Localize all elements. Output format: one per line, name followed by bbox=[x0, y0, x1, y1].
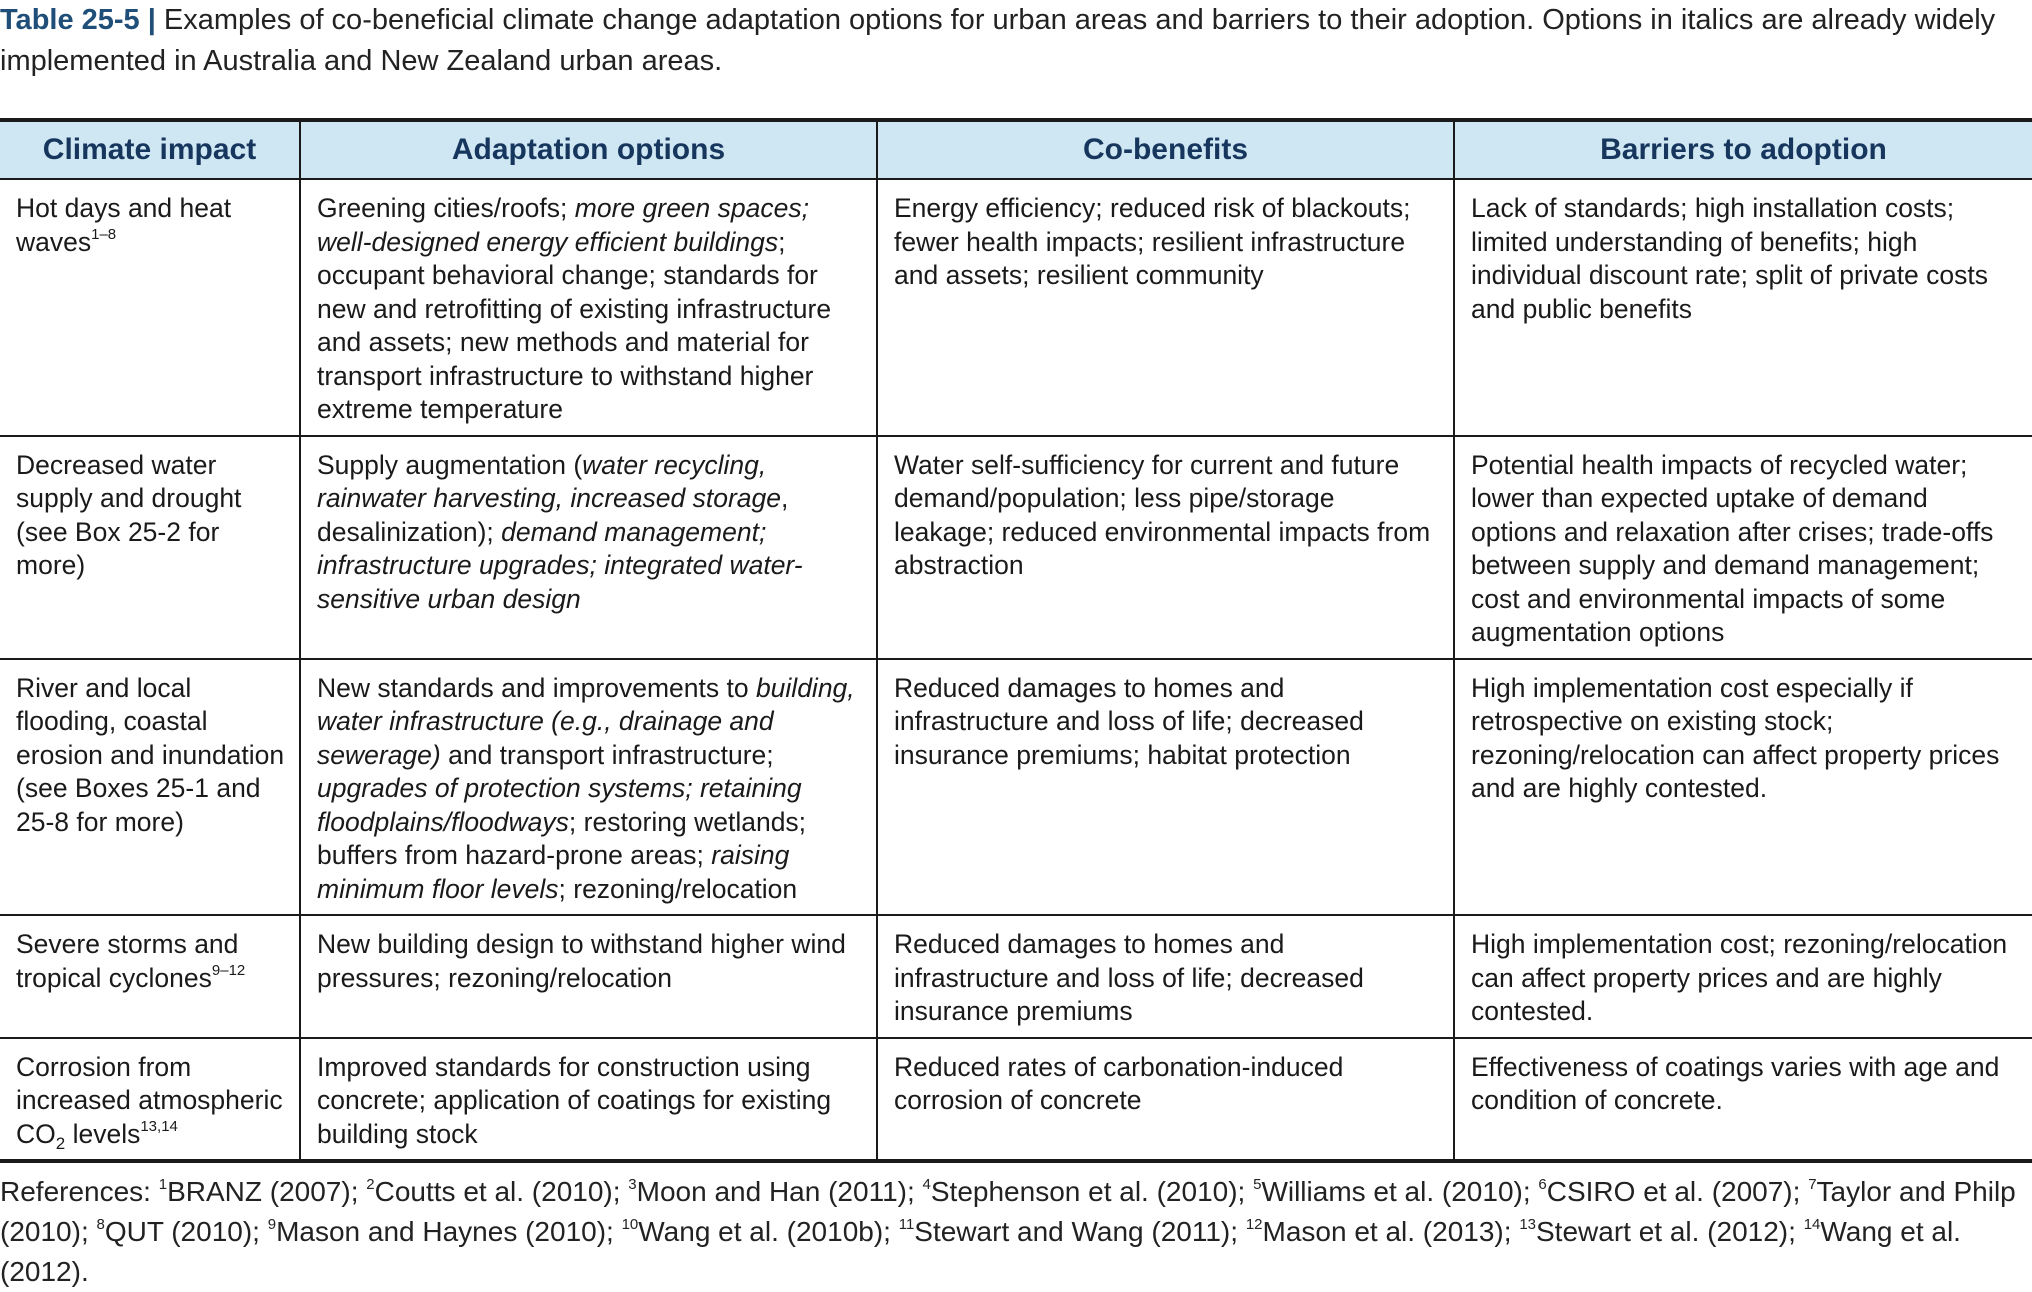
cell-climate-impact bbox=[0, 659, 300, 916]
text-segment: Mason et al. (2013); bbox=[1262, 1216, 1520, 1247]
superscript-ref: 8 bbox=[96, 1216, 105, 1233]
cell-barriers bbox=[1454, 1038, 2032, 1162]
adaptation-options-table bbox=[0, 118, 2032, 1163]
text-segment: Coutts et al. (2010); bbox=[374, 1176, 629, 1207]
text-segment: Potential health impacts of recycled water; lower than expected uptake of demand options and relaxation after crises; trade-offs between supply and demand management; cost and environmental impacts of some augmentation options bbox=[1471, 449, 1994, 647]
text-segment: ; restoring wetlands; buffers from hazard-prone areas; bbox=[317, 806, 807, 870]
table-row bbox=[0, 179, 2032, 436]
header-climate-impact: Climate impact bbox=[0, 120, 300, 179]
text-segment: Williams et al. (2010); bbox=[1261, 1176, 1539, 1207]
cell-co-benefits bbox=[877, 179, 1454, 436]
cell-climate-impact bbox=[0, 436, 300, 659]
text-segment: Greening cities/roofs; bbox=[317, 193, 575, 223]
cell-co-benefits bbox=[877, 436, 1454, 659]
cell-climate-impact bbox=[0, 915, 300, 1038]
cell-adaptation-options bbox=[300, 179, 877, 436]
text-segment: ; rezoning/relocation bbox=[558, 873, 798, 904]
text-segment: levels bbox=[65, 1118, 141, 1149]
references bbox=[0, 1172, 2032, 1292]
text-segment: and transport infrastructure; bbox=[440, 739, 774, 770]
superscript-ref: 13,14 bbox=[140, 1117, 178, 1135]
text-segment: Stewart et al. (2012); bbox=[1536, 1216, 1804, 1247]
text-segment: Water self-sufficiency for current and future demand/population; less pipe/storage leakage; reduced environmental impacts from abstraction bbox=[894, 449, 1431, 580]
cell-co-benefits bbox=[877, 659, 1454, 916]
text-segment: , desalinization); bbox=[317, 483, 789, 547]
superscript-ref: 13 bbox=[1519, 1216, 1536, 1233]
superscript-ref: 14 bbox=[1803, 1216, 1821, 1233]
italic-text: demand management; infrastructure upgrades; integrated water-sensitive urban design bbox=[317, 516, 803, 614]
text-segment: Lack of standards; high installation costs; limited understanding of benefits; high individual discount rate; split of private costs and public benefits bbox=[1471, 193, 1989, 324]
superscript-ref: 9–12 bbox=[211, 961, 246, 979]
header-adaptation-options: Adaptation options bbox=[300, 120, 877, 179]
text-segment: High implementation cost; rezoning/relocation can affect property prices and are highly contested. bbox=[1471, 929, 2008, 1026]
superscript-ref: 4 bbox=[922, 1176, 931, 1193]
cell-adaptation-options bbox=[300, 915, 877, 1038]
text-segment: Effectiveness of coatings varies with age and condition of concrete. bbox=[1471, 1051, 2000, 1115]
text-segment: QUT (2010); bbox=[104, 1216, 268, 1247]
table-row bbox=[0, 915, 2032, 1038]
cell-barriers bbox=[1454, 436, 2032, 659]
text-segment: Improved standards for construction using concrete; application of coatings for existing building stock bbox=[317, 1051, 832, 1149]
cell-barriers bbox=[1454, 915, 2032, 1038]
header-co-benefits: Co-benefits bbox=[877, 120, 1454, 179]
cell-climate-impact bbox=[0, 1038, 300, 1162]
cell-co-benefits bbox=[877, 1038, 1454, 1162]
italic-text: more green spaces; well-designed energy efficient buildings bbox=[317, 193, 809, 257]
text-segment: Reduced rates of carbonation-induced corrosion of concrete bbox=[894, 1051, 1344, 1115]
text-segment: Energy efficiency; reduced risk of blackouts; fewer health impacts; resilient infrastructure and assets; resilient community bbox=[894, 193, 1411, 290]
caption-text: Examples of co-beneficial climate change adaptation options for urban areas and barriers to their adoption. Options in italics are already widely implemented in Australia and New Zealand urban areas. bbox=[0, 4, 1996, 77]
superscript-ref: 7 bbox=[1808, 1176, 1817, 1193]
subscript: 2 bbox=[55, 1133, 66, 1153]
text-segment: Reduced damages to homes and infrastructure and loss of life; decreased insurance premiums; habitat protection bbox=[894, 672, 1364, 770]
cell-adaptation-options bbox=[300, 436, 877, 659]
text-segment: Reduced damages to homes and infrastructure and loss of life; decreased insurance premiums bbox=[894, 929, 1364, 1026]
text-segment: Wang et al. (2012). bbox=[0, 1216, 1961, 1287]
superscript-ref: 12 bbox=[1245, 1216, 1263, 1233]
italic-text: water recycling, rainwater harvesting, increased storage bbox=[317, 449, 781, 513]
table-row bbox=[0, 436, 2032, 659]
superscript-ref: 2 bbox=[366, 1176, 375, 1193]
text-segment: Mason and Haynes (2010); bbox=[276, 1216, 622, 1247]
superscript-ref: 10 bbox=[621, 1216, 639, 1233]
text-segment: Wang et al. (2010b); bbox=[638, 1216, 899, 1247]
superscript-ref: 11 bbox=[898, 1216, 915, 1233]
cell-barriers bbox=[1454, 179, 2032, 436]
text-segment: BRANZ (2007); bbox=[167, 1176, 367, 1207]
text-segment: New building design to withstand higher wind pressures; rezoning/relocation bbox=[317, 929, 846, 993]
table-label: Table 25-5 | bbox=[0, 4, 156, 36]
text-segment: Stephenson et al. (2010); bbox=[930, 1176, 1254, 1207]
text-segment: Taylor and Philp (2010); bbox=[0, 1176, 2016, 1247]
header-row bbox=[0, 120, 2032, 179]
cell-climate-impact bbox=[0, 179, 300, 436]
cell-adaptation-options bbox=[300, 659, 877, 916]
text-segment: Stewart and Wang (2011); bbox=[914, 1216, 1246, 1247]
text-segment: Supply augmentation ( bbox=[317, 449, 583, 480]
superscript-ref: 1–8 bbox=[91, 225, 117, 243]
text-segment: Severe storms and tropical cyclones bbox=[16, 929, 239, 993]
text-segment: Hot days and heat waves bbox=[16, 193, 232, 257]
text-segment: High implementation cost especially if retrospective on existing stock; rezoning/relocation can affect property prices and are highly contested. bbox=[1471, 672, 2000, 803]
superscript-ref: 9 bbox=[267, 1216, 277, 1233]
superscript-ref: 5 bbox=[1253, 1176, 1262, 1193]
italic-text: raising minimum floor levels bbox=[317, 840, 790, 904]
text-segment: Corrosion from increased atmospheric CO bbox=[16, 1051, 283, 1149]
cell-adaptation-options bbox=[300, 1038, 877, 1162]
text-segment: CSIRO et al. (2007); bbox=[1546, 1176, 1809, 1207]
table-row bbox=[0, 659, 2032, 916]
italic-text: upgrades of protection systems; retaining floodplains/floodways bbox=[317, 773, 802, 837]
text-segment: Decreased water supply and drought (see Box 25-2 for more) bbox=[16, 449, 242, 580]
superscript-ref: 3 bbox=[628, 1176, 637, 1193]
header-barriers-to-adoption: Barriers to adoption bbox=[1454, 120, 2032, 179]
text-segment: References: bbox=[0, 1176, 159, 1207]
text-segment: River and local flooding, coastal erosion and inundation (see Boxes 25-1 and 25-8 for more) bbox=[16, 672, 285, 837]
italic-text: building, water infrastructure (e.g., drainage and sewerage) bbox=[317, 672, 855, 770]
text-segment: New standards and improvements to bbox=[317, 672, 756, 703]
table-caption bbox=[0, 0, 2010, 82]
cell-barriers bbox=[1454, 659, 2032, 916]
cell-co-benefits bbox=[877, 915, 1454, 1038]
superscript-ref: 6 bbox=[1538, 1176, 1547, 1193]
text-segment: Moon and Han (2011); bbox=[636, 1176, 923, 1207]
table-row bbox=[0, 1038, 2032, 1162]
superscript-ref: 1 bbox=[158, 1176, 168, 1193]
text-segment: ; occupant behavioral change; standards for new and retrofitting of existing infrastructure and assets; new methods and material for transport infrastructure to withstand higher extreme temperature bbox=[317, 226, 832, 424]
